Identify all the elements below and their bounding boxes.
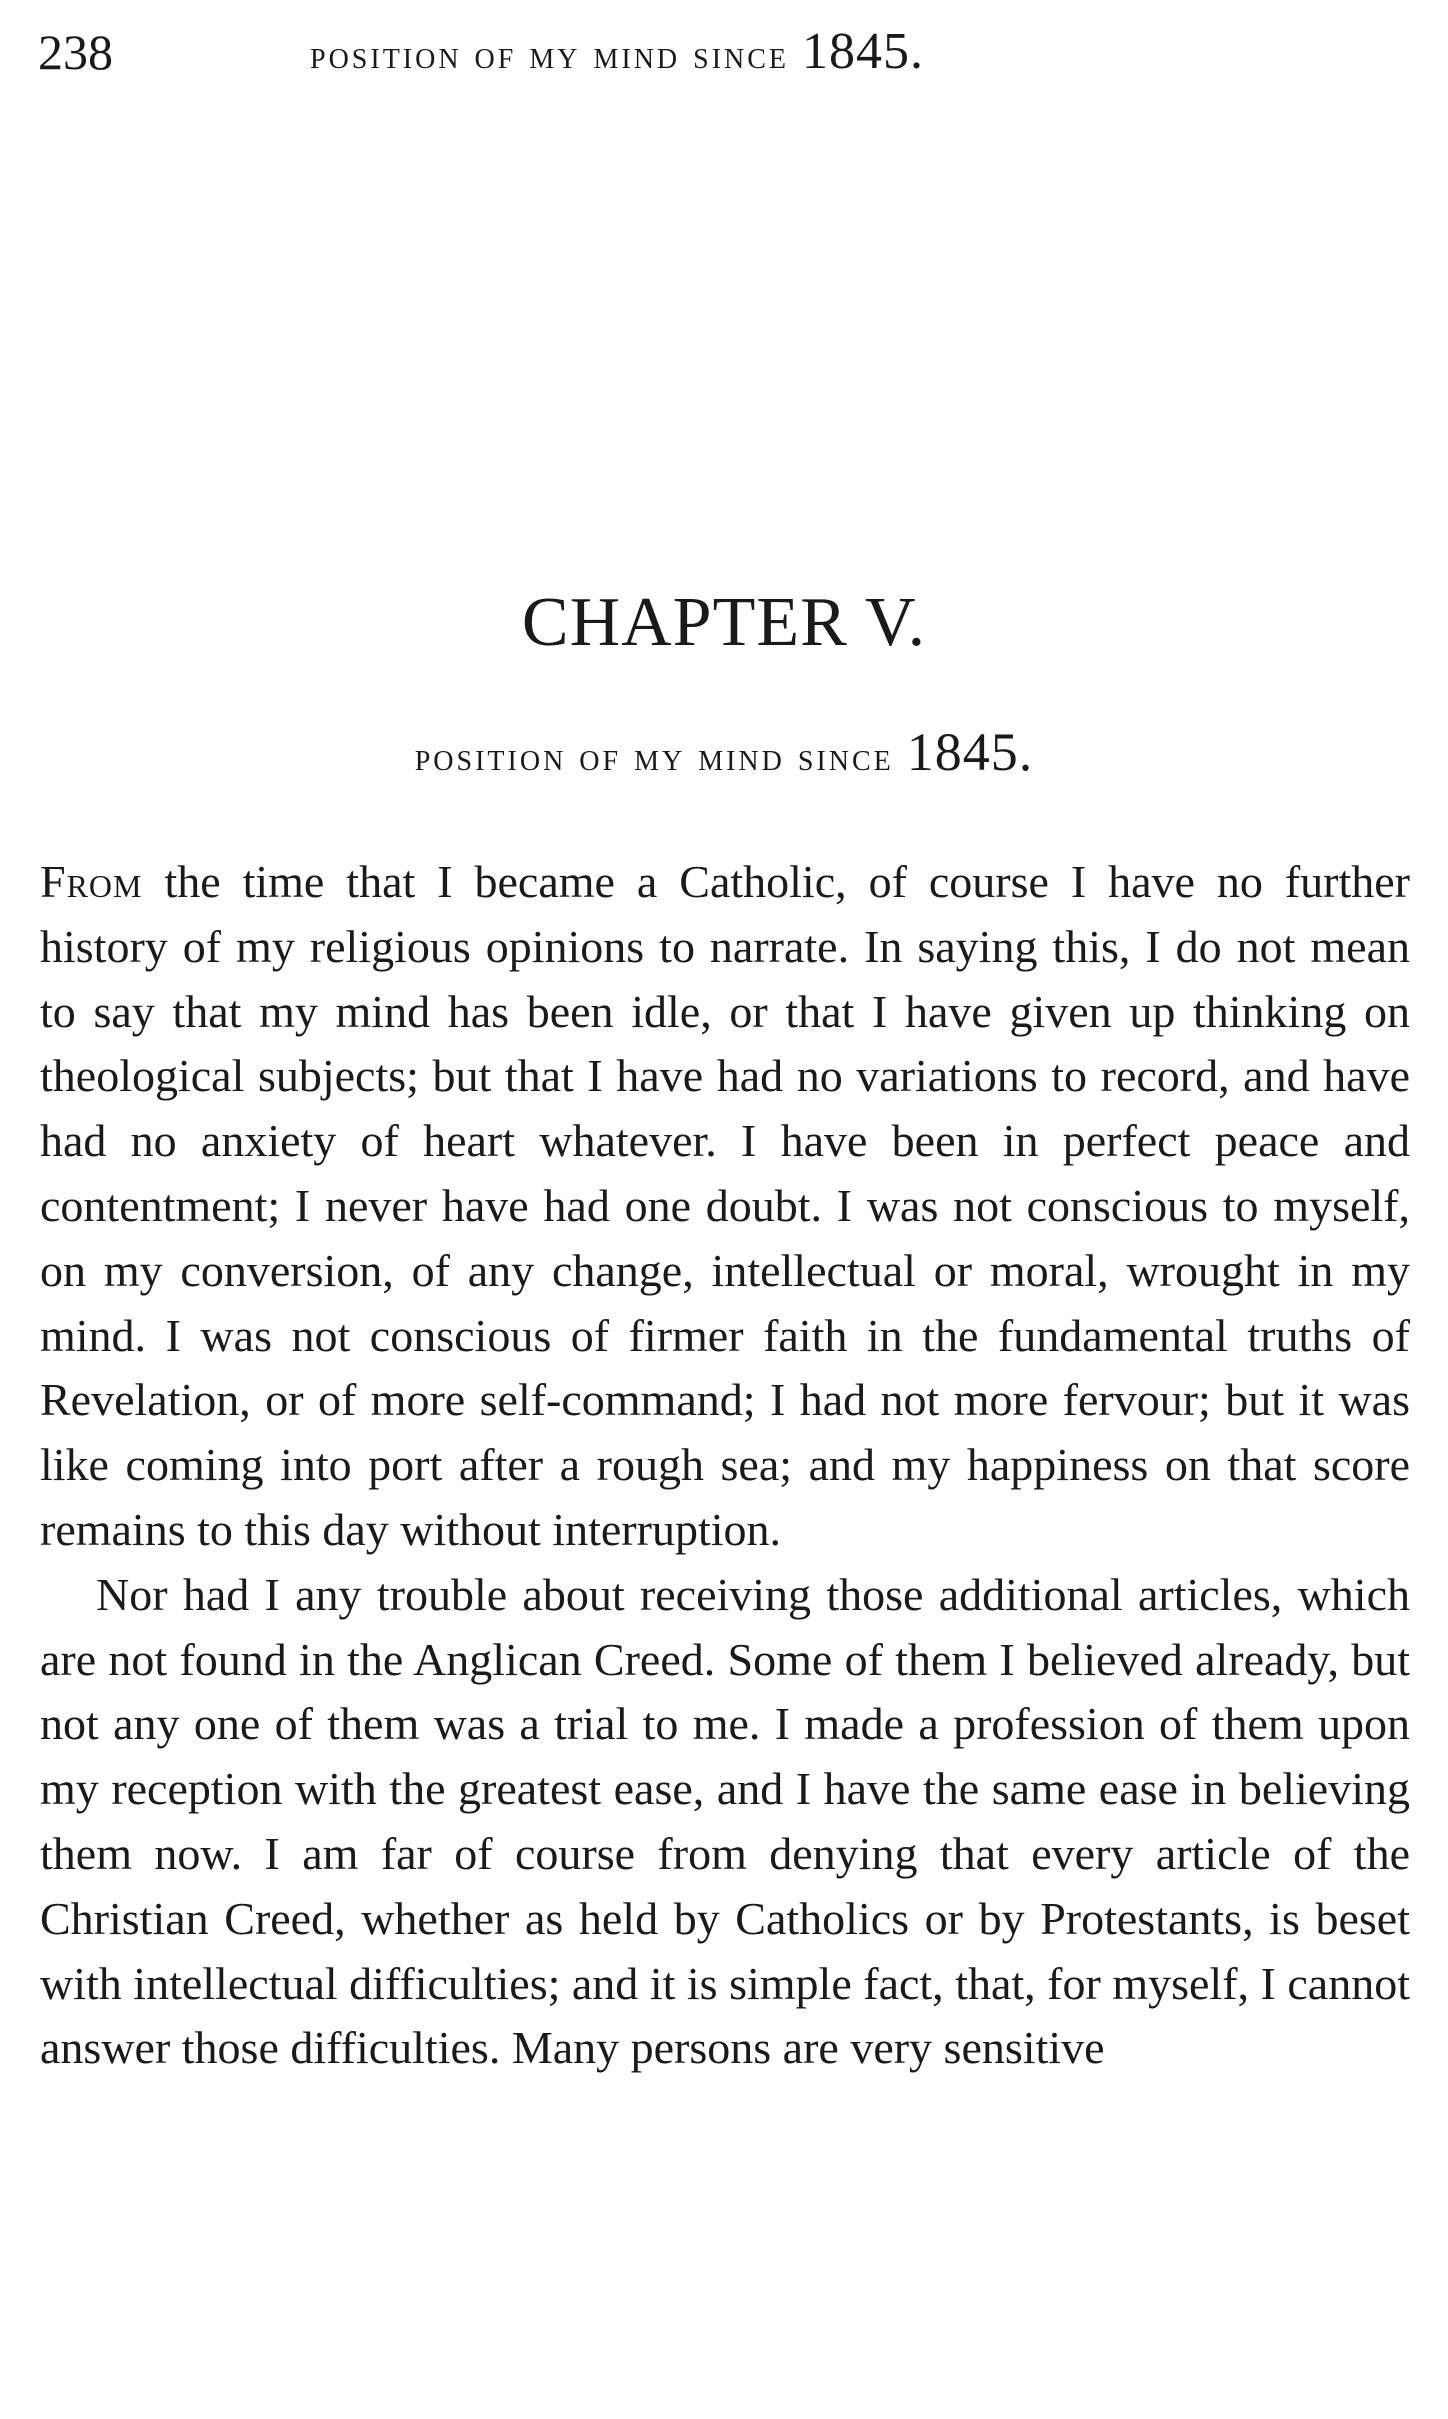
paragraph-1 [40, 850, 1410, 1563]
chapter-title: CHAPTER V. [521, 584, 927, 661]
running-head [38, 22, 1418, 82]
paragraph-lead-word: From [40, 856, 143, 907]
running-title-text: position of my mind since [310, 32, 790, 77]
paragraph-2-text: Nor had I any trouble about receiving those additional articles, which are not found in the Anglican Creed. Some of them I believed already, but not any one of them was a trial to me. I made a profession of them upon my reception with the greatest ease, and I have the same ease in believing them now. I am far of course from denying that every article of the Christian Creed, whether as held by Catholics or by Protestants, is beset with intellectual difficulties; and it is simple fact, that, for myself, I cannot answer those difficulties. Many persons are very sensitive [40, 1568, 1410, 2074]
chapter-subtitle-year: 1845. [906, 722, 1034, 782]
chapter-subtitle-text: position of my mind since [414, 734, 894, 779]
running-title-year: 1845. [802, 23, 925, 80]
running-title [310, 22, 924, 85]
chapter-subtitle [0, 722, 1448, 787]
page-number: 238 [38, 24, 113, 80]
paragraph-1-text: the time that I became a Catholic, of course I have no further history of my religious opinions to narrate. In saying this, I do not mean to say that my mind has been idle, or that I have given up thinking on theological subjects; but that I have had no variations to record, and have had no anxiety of heart whatever. I have been in perfect peace and contentment; I never have had one doubt. I was not conscious to myself, on my conversion, of any change, intellectual or moral, wrought in my mind. I was not conscious of firmer faith in the fundamental truths of Revelation, or of more self-command; I had not more fervour; but it was like coming into port after a rough sea; and my happiness on that score remains to this day without interruption. [40, 856, 1410, 1555]
paragraph-2 [40, 1563, 1410, 2081]
body-text [40, 850, 1410, 2081]
